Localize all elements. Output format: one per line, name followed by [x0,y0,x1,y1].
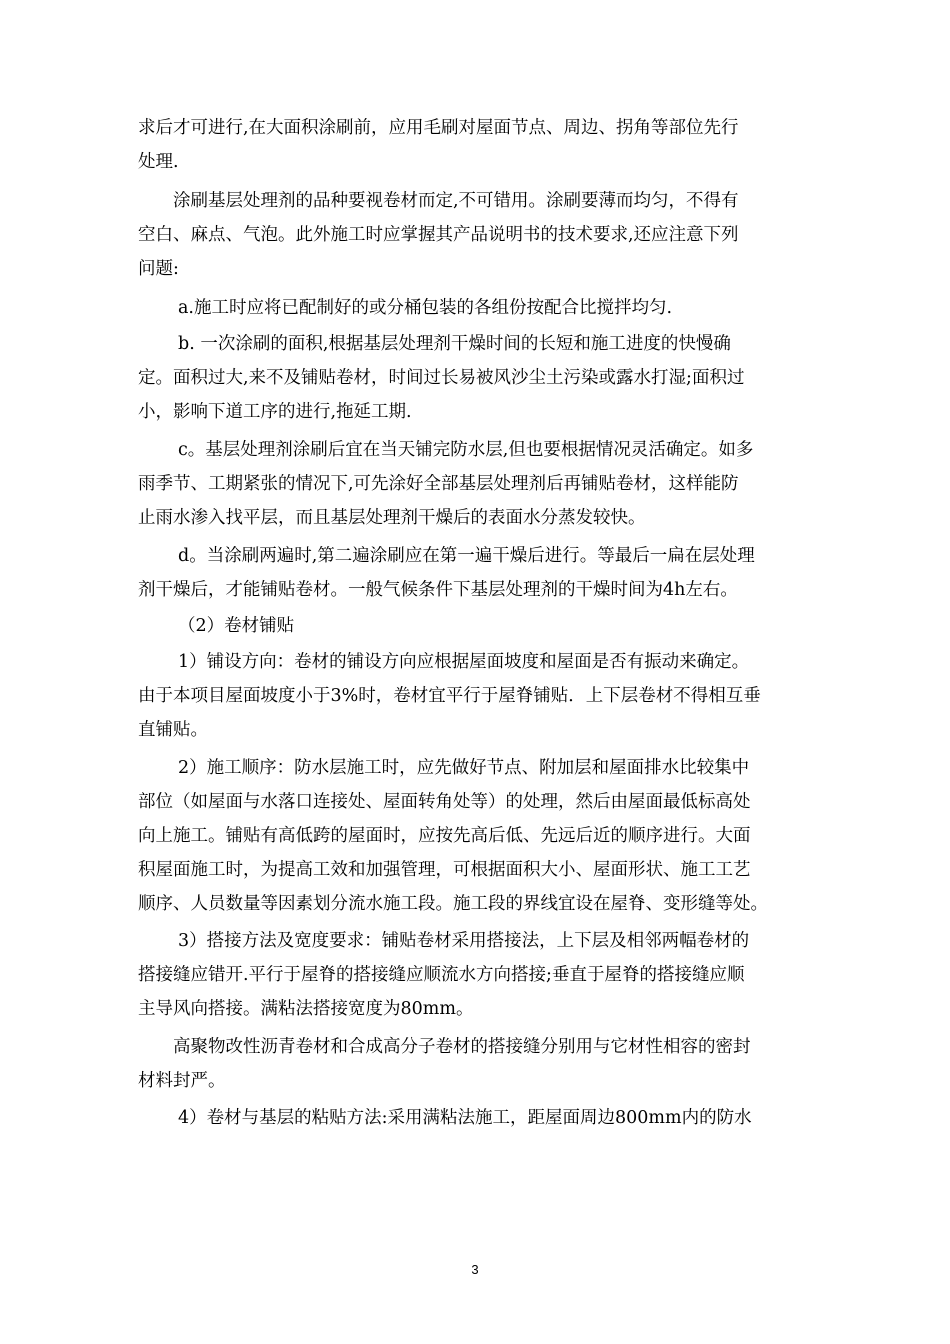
text-line: 涂刷基层处理剂的品种要视卷材而定,不可错用。涂刷要薄而均匀，不得有 [173,191,739,211]
section-heading: （2）卷材铺贴 [178,616,295,636]
text-line: 空白、麻点、气泡。此外施工时应掌握其产品说明书的技术要求,还应注意下列 [138,225,739,245]
text-line: 材料封严。 [138,1071,226,1091]
text-line: 止雨水渗入找平层，而且基层处理剂干燥后的表面水分蒸发较快。 [138,508,646,528]
text-line: 小，影响下道工序的进行,拖延工期. [138,402,412,422]
text-line: 雨季节、工期紧张的情况下,可先涂好全部基层处理剂后再铺贴卷材，这样能防 [138,474,739,494]
text-line: 3）搭接方法及宽度要求：铺贴卷材采用搭接法，上下层及相邻两幅卷材的 [178,931,750,951]
text-line: c。基层处理剂涂刷后宜在当天铺完防水层,但也要根据情况灵活确定。如多 [178,440,754,460]
text-line: 直铺贴。 [138,720,208,740]
text-line: 定。面积过大,来不及铺贴卷材，时间过长易被风沙尘土污染或露水打湿;面积过 [138,368,745,388]
text-line: 剂干燥后，才能铺贴卷材。一般气候条件下基层处理剂的干燥时间为4h左右。 [138,580,738,600]
text-line: 主导风向搭接。满粘法搭接宽度为80mm。 [138,999,474,1019]
text-line: 部位（如屋面与水落口连接处、屋面转角处等）的处理，然后由屋面最低标高处 [138,792,751,812]
text-line: 搭接缝应错开.平行于屋脊的搭接缝应顺流水方向搭接;垂直于屋脊的搭接缝应顺 [138,965,745,985]
text-line: 求后才可进行,在大面积涂刷前，应用毛刷对屋面节点、周边、拐角等部位先行 [138,118,739,138]
page-number: 3 [471,1262,479,1277]
text-line: b. 一次涂刷的面积,根据基层处理剂干燥时间的长短和施工进度的快慢确 [178,334,731,354]
text-line: 2）施工顺序：防水层施工时，应先做好节点、附加层和屋面排水比较集中 [178,758,750,778]
text-line: 高聚物改性沥青卷材和合成高分子卷材的搭接缝分别用与它材性相容的密封 [173,1037,751,1057]
text-line: 由于本项目屋面坡度小于3%时，卷材宜平行于屋脊铺贴．上下层卷材不得相互垂 [138,686,761,706]
text-line: 顺序、人员数量等因素划分流水施工段。施工段的界线宜设在屋脊、变形缝等处。 [138,894,768,914]
text-line: 1）铺设方向：卷材的铺设方向应根据屋面坡度和屋面是否有振动来确定。 [178,652,750,672]
text-line: 向上施工。铺贴有高低跨的屋面时，应按先高后低、先远后近的顺序进行。大面 [138,826,751,846]
text-line: d。当涂刷两遍时,第二遍涂刷应在第一遍干燥后进行。等最后一扁在层处理 [178,546,755,566]
text-line: 积屋面施工时，为提高工效和加强管理，可根据面积大小、屋面形状、施工工艺 [138,860,751,880]
text-line: 问题: [138,259,179,279]
text-line: 4）卷材与基层的粘贴方法:采用满粘法施工，距屋面周边800mm内的防水 [178,1108,752,1128]
text-line: 处理. [138,152,179,172]
text-line: a.施工时应将已配制好的或分桶包装的各组份按配合比搅拌均匀. [178,298,673,318]
